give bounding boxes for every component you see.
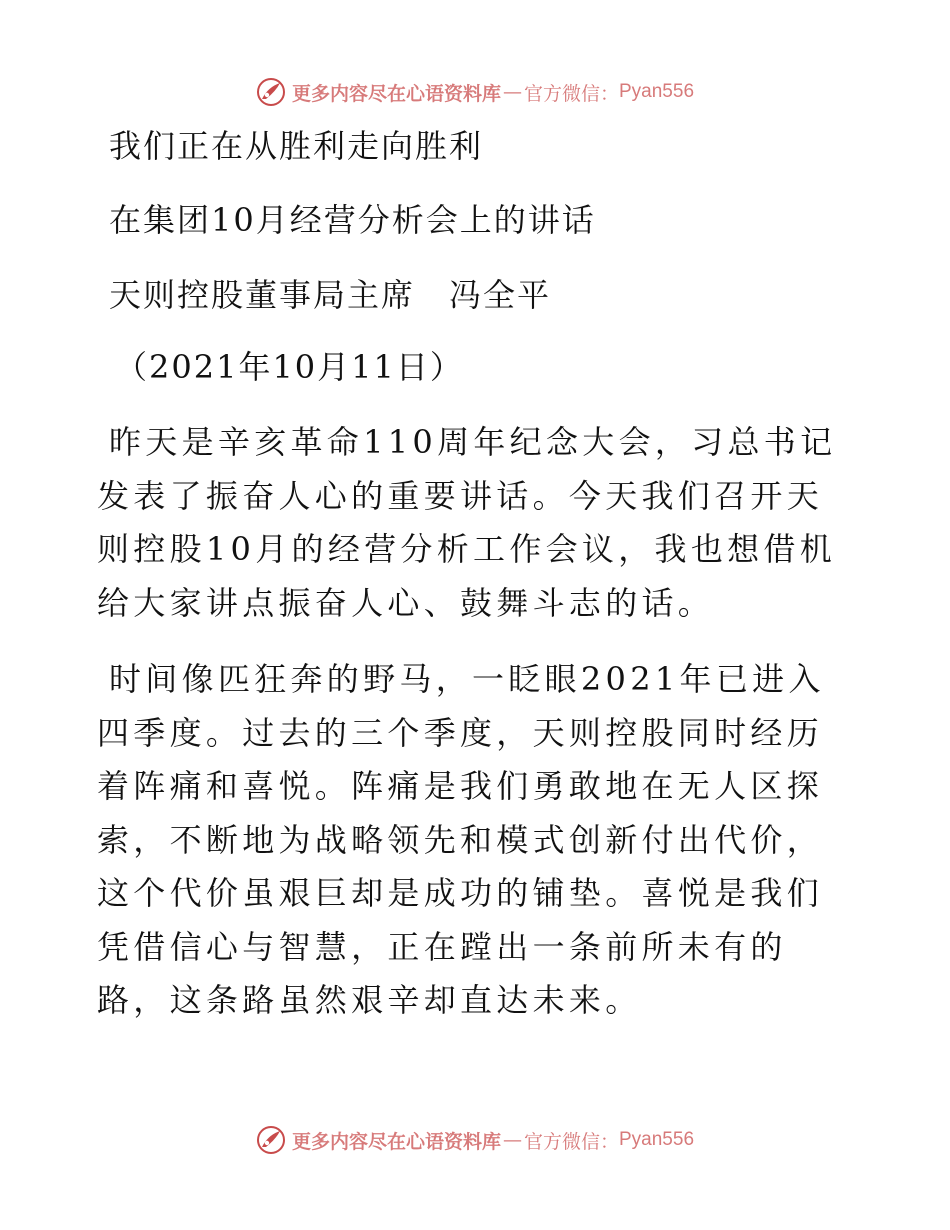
watermark-dash: — — [502, 81, 522, 103]
paragraph: 时间像匹狂奔的野马，一眨眼2021年已进入四季度。过去的三个季度，天则控股同时经历着阵痛和喜悦。阵痛是我们勇敢地在无人区探索，不断地为战略领先和模式创新付出代价，这个代价虽艰巨却是成功的铺垫。喜悦是我们凭借信心与智慧，正在蹚出一条前所未有的路，这条路虽然艰辛却直达未来。 — [97, 660, 825, 1019]
watermark-wechat-id: Pyan556 — [619, 1129, 695, 1150]
watermark-wechat-label: 官方微信： — [523, 1130, 619, 1153]
pen-logo-icon — [256, 77, 286, 107]
pen-logo-icon — [256, 1125, 286, 1155]
paragraph: 昨天是辛亥革命110周年纪念大会，习总书记发表了振奋人心的重要讲话。今天我们召开天则控股10月的经营分析工作会议，我也想借机给大家讲点振奋人心、鼓舞斗志的话。 — [97, 423, 837, 622]
document-body — [97, 124, 857, 1028]
document-speaker: 天则控股董事局主席 冯全平 — [109, 276, 552, 314]
document-title: 我们正在从胜利走向胜利 — [109, 127, 484, 165]
document-subtitle: 在集团10月经营分析会上的讲话 — [109, 201, 596, 239]
watermark-footer — [0, 1120, 950, 1160]
watermark-dash: — — [502, 1129, 522, 1151]
watermark-text: 更多内容尽在心语资料库 — [291, 1130, 501, 1153]
watermark-header — [0, 72, 950, 112]
watermark-text: 更多内容尽在心语资料库 — [291, 82, 501, 105]
watermark-wechat-label: 官方微信： — [523, 82, 619, 105]
watermark-wechat-id: Pyan556 — [619, 81, 695, 102]
document-date: （2021年10月11日） — [115, 348, 464, 386]
